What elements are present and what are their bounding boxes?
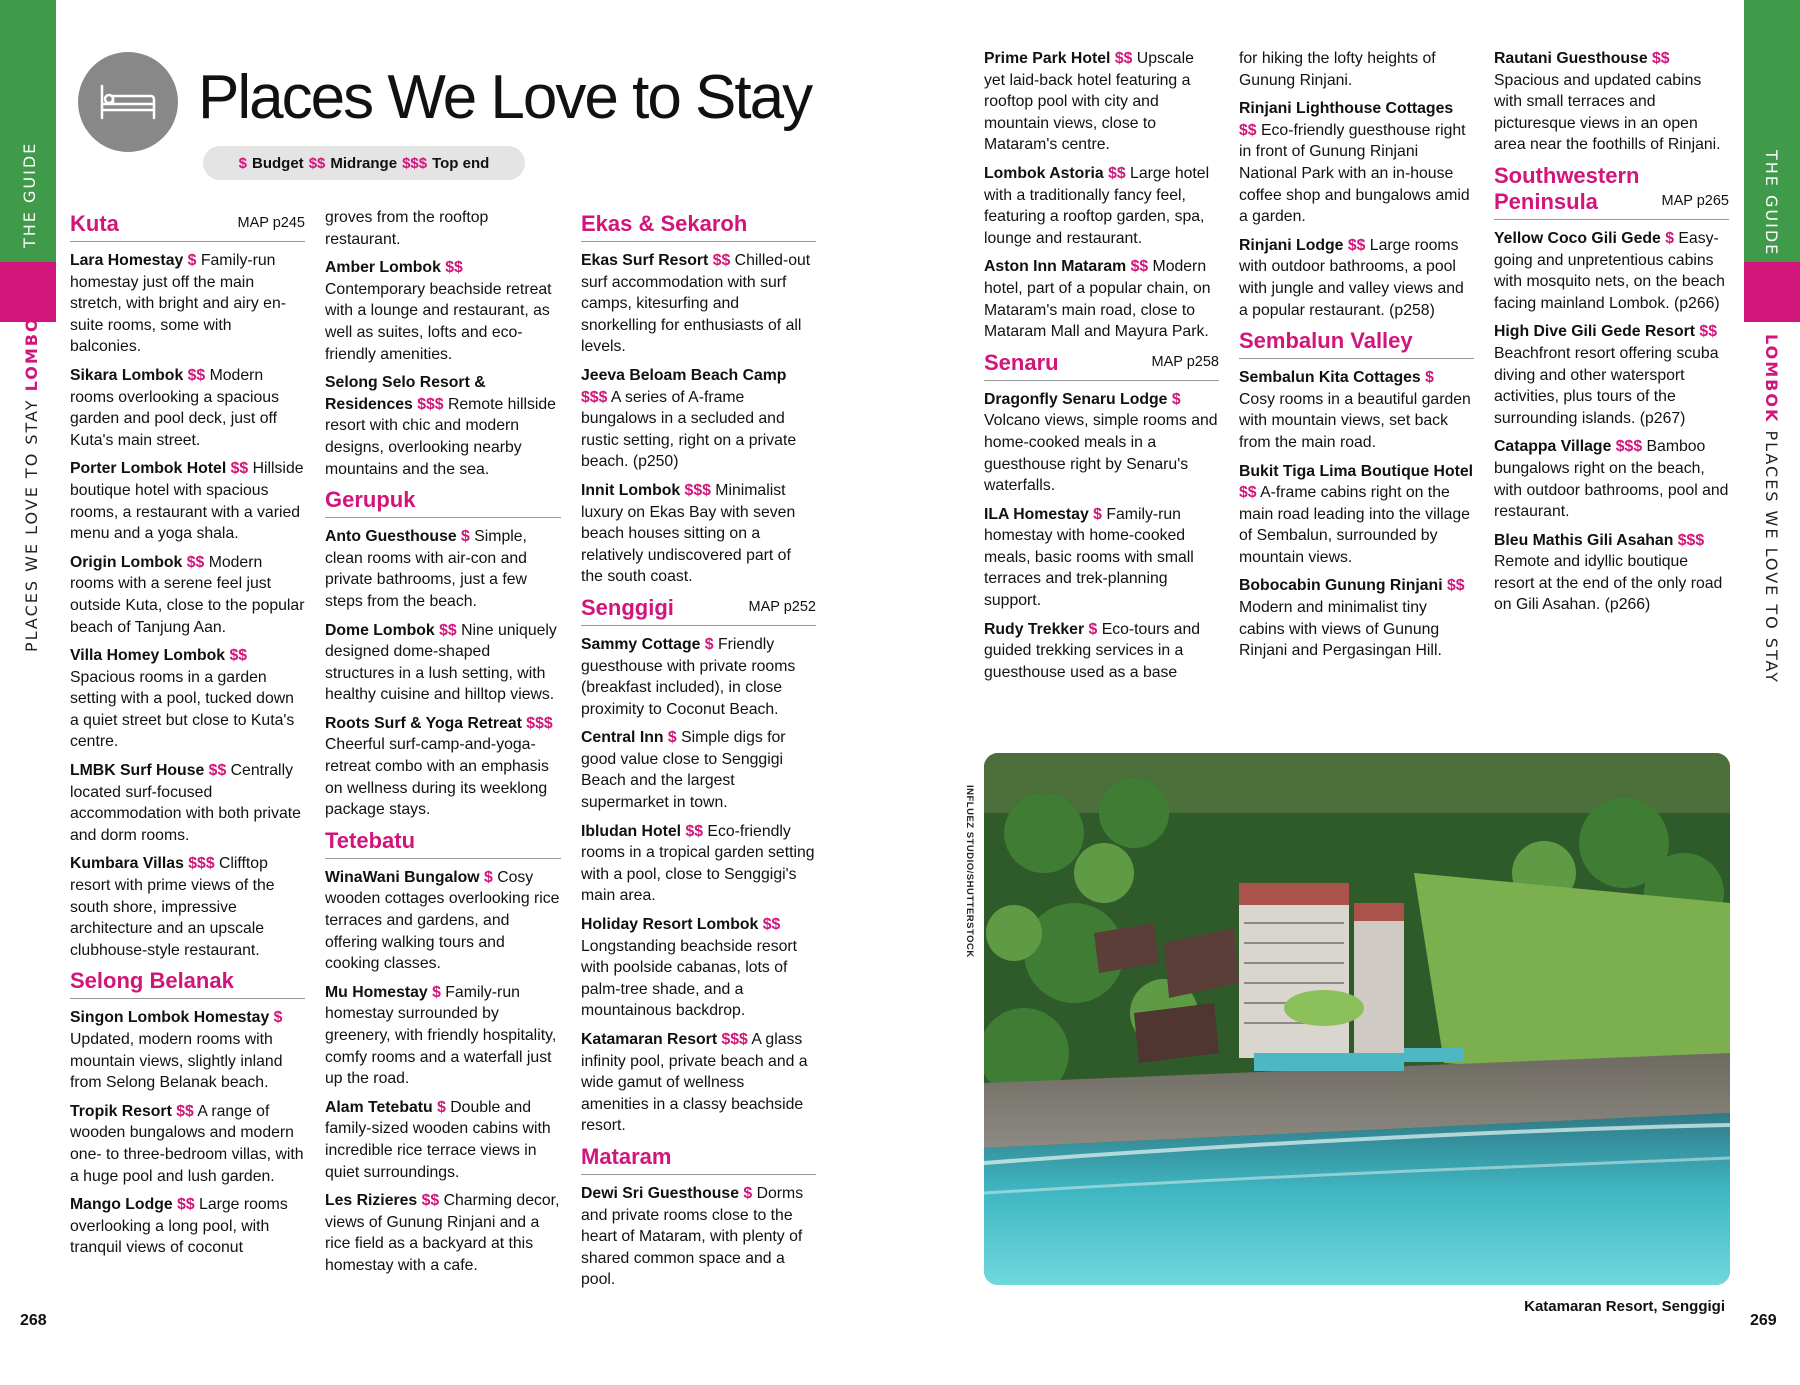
column-5	[1239, 48, 1474, 669]
listing-name: Katamaran Resort	[581, 1031, 718, 1048]
price-indicator: $	[704, 635, 714, 653]
right-tab-label: THE GUIDE	[1762, 150, 1781, 257]
price-indicator: $$	[445, 259, 463, 277]
listing-description: Simple digs for good value close to Senggigi Beach and the largest supermarket in town.	[581, 729, 786, 812]
entry-continuation: for hiking the lofty heights of Gunung Rinjani.	[1239, 50, 1436, 89]
listing-description: Eco-tours and guided trekking services in a guesthouse used as a base	[984, 620, 1201, 681]
price-indicator: $	[667, 729, 677, 747]
listing-name: Kumbara Villas	[70, 855, 184, 873]
listing-description: Dorms and private rooms close to the heart of Mataram, with plenty of shared common space and a pool.	[581, 1184, 804, 1289]
listing-entry	[325, 526, 561, 612]
listing-name: Sembalun Kita Cottages	[1239, 369, 1421, 387]
price-indicator: $	[432, 983, 441, 1001]
photo-caption: Katamaran Resort, Senggigi	[1524, 1298, 1725, 1315]
listing-entry	[70, 1194, 305, 1259]
listing-name: WinaWani Bungalow	[325, 868, 480, 886]
section-heading	[325, 828, 561, 859]
listing-entry	[984, 48, 1219, 156]
price-indicator: $$	[187, 366, 206, 384]
listing-name: Dewi Sri Guesthouse	[581, 1184, 740, 1202]
listing-name: Porter Lombok Hotel	[70, 460, 227, 478]
page-title: Places We Love to Stay	[198, 63, 812, 132]
listing-name: Sikara Lombok	[70, 366, 184, 384]
listing-name: Selong Selo Resort & Residences	[325, 374, 486, 413]
listing-entry	[1239, 235, 1474, 321]
listing-entry	[1494, 530, 1729, 616]
listing-entry	[325, 1097, 561, 1183]
listing-name: Mu Homestay	[325, 983, 428, 1001]
listing-name: Rautani Guesthouse	[1494, 50, 1648, 67]
section-title: Tetebatu	[325, 827, 416, 853]
listing-entry	[581, 634, 816, 720]
section-title: Mataram	[581, 1143, 672, 1169]
listing-entry	[984, 163, 1219, 249]
listing-description: Chilled-out surf accommodation with surf camps, kitesurfing and snorkelling for enthusiasts of all levels.	[581, 252, 811, 356]
section-title: Senggigi	[581, 594, 674, 620]
price-indicator: $$	[1446, 577, 1465, 595]
section-heading	[984, 350, 1219, 381]
price-indicator: $$	[1114, 50, 1133, 67]
listing-description: A range of wooden bungalows and modern one- to three-bedroom villas, with a huge pool and lush garden.	[70, 1102, 304, 1185]
section-heading	[1494, 163, 1729, 220]
listing-description: A glass infinity pool, private beach and a wide gamut of wellness amenities in a classy beachside resort.	[581, 1031, 808, 1135]
listing-entry	[984, 504, 1219, 612]
price-indicator: $	[461, 528, 470, 546]
price-indicator: $$$	[1615, 438, 1643, 456]
listing-description: A series of A-frame bungalows in a secluded and rustic setting, right on a private beach. (p250)	[581, 388, 797, 471]
listing-entry	[325, 982, 561, 1090]
listing-entry	[70, 645, 305, 753]
listing-name: Central Inn	[581, 729, 664, 747]
listing-name: Lara Homestay	[70, 252, 184, 269]
listing-description: Simple, clean rooms with air-con and private bathrooms, just a few steps from the beach.	[325, 528, 527, 610]
left-running-bold: LOMBOK	[22, 302, 41, 392]
listing-description: Charming decor, views of Gunung Rinjani and a rice field as a backyard at this homestay with a cafe.	[325, 1192, 560, 1274]
legend-midrange-symbol: $$	[308, 154, 326, 172]
listing-entry	[581, 1029, 816, 1137]
price-indicator: $$	[712, 252, 731, 269]
price-indicator: $	[484, 868, 493, 886]
price-indicator: $$$	[721, 1031, 748, 1048]
column-1	[70, 207, 305, 1266]
map-reference: MAP p245	[237, 215, 305, 232]
listing-name: Catappa Village	[1494, 438, 1612, 456]
listing-name: Jeeva Beloam Beach Camp	[581, 366, 787, 384]
price-indicator: $$	[421, 1192, 440, 1210]
listing-description: Eco-friendly rooms in a tropical garden setting with a pool, close to Senggigi's main area.	[581, 822, 815, 905]
section-title: Ekas & Sekaroh	[581, 211, 748, 236]
price-indicator: $$	[439, 621, 457, 639]
price-indicator: $	[187, 252, 197, 269]
listing-entry	[984, 619, 1219, 684]
listing-entry	[984, 256, 1219, 342]
listing-description: Spacious and updated cabins with small terraces and picturesque views in an open area near the foothills of Rinjani.	[1494, 71, 1721, 154]
price-indicator: $$	[176, 1102, 194, 1120]
listing-name: Bleu Mathis Gili Asahan	[1494, 531, 1674, 549]
right-running-bold: LOMBOK	[1762, 334, 1781, 424]
listing-description: Upscale yet laid-back hotel featuring a rooftop pool with city and mountain views, close to Mataram's centre.	[984, 50, 1194, 154]
listing-entry	[581, 480, 816, 588]
listing-description: Bamboo bungalows right on the beach, with outdoor bathrooms, pool and restaurant.	[1494, 438, 1729, 521]
listing-entry	[1239, 575, 1474, 661]
section-title: Selong Belanak	[70, 968, 234, 994]
listing-entry	[325, 620, 561, 706]
listing-description: Family-run homestay with home-cooked meals, basic rooms with small terraces and trek-planning support.	[984, 505, 1194, 610]
listing-description: Remote and idyllic boutique resort at the end of the only road on Gili Asahan. (p266)	[1494, 553, 1723, 614]
listing-name: ILA Homestay	[984, 505, 1089, 523]
listing-name: Roots Surf & Yoga Retreat	[325, 714, 522, 732]
section-title: Sembalun Valley	[1239, 328, 1413, 354]
bed-icon	[78, 52, 178, 152]
listing-name: High Dive Gili Gede Resort	[1494, 323, 1696, 341]
price-indicator: $	[437, 1098, 446, 1116]
listing-entry	[1239, 98, 1474, 228]
price-indicator: $	[1665, 229, 1674, 247]
left-tab-label: THE GUIDE	[20, 141, 39, 248]
listing-entry	[581, 365, 816, 473]
listing-description: Large hotel with a traditionally fancy feel, featuring a rooftop garden, spa, lounge and restaurant.	[984, 164, 1210, 247]
price-indicator: $$	[685, 822, 704, 840]
listing-description: Double and family-sized wooden cabins with incredible rice terrace views in quiet surroundings.	[325, 1098, 551, 1181]
listing-description: Modern and minimalist tiny cabins with views of Gunung Rinjani and Pergasingan Hill.	[1239, 599, 1442, 660]
listing-entry	[581, 1183, 816, 1291]
listing-description: Modern hotel, part of a popular chain, on Mataram's main road, close to Mataram Mall and Mayura Park.	[984, 258, 1211, 341]
price-legend	[203, 146, 525, 180]
price-indicator: $$	[1699, 323, 1717, 341]
price-indicator: $$$	[417, 395, 444, 413]
listing-description: Eco-friendly guesthouse right in front of Gunung Rinjani National Park with an in-house coffee shop and bungalows amid a garden.	[1239, 121, 1470, 226]
listing-name: Bukit Tiga Lima Boutique Hotel	[1239, 462, 1474, 480]
column-2	[325, 207, 561, 1284]
listing-name: Prime Park Hotel	[984, 50, 1111, 67]
section-title: Gerupuk	[325, 487, 416, 513]
column-4	[984, 48, 1219, 690]
section-title: Kuta	[70, 211, 119, 236]
section-heading	[70, 968, 305, 999]
listing-name: Mango Lodge	[70, 1196, 173, 1214]
listing-description: Spacious rooms in a garden setting with a pool, tucked down a quiet street but close to Kuta's centre.	[70, 668, 295, 751]
section-heading	[581, 211, 816, 242]
column-3	[581, 207, 816, 1298]
listing-name: Dome Lombok	[325, 621, 435, 639]
listing-description: Updated, modern rooms with mountain views, slightly inland from Selong Belanak beach.	[70, 1031, 283, 1092]
listing-entry	[1239, 461, 1474, 569]
listing-name: Ekas Surf Resort	[581, 252, 709, 269]
section-heading	[1239, 328, 1474, 359]
listing-name: Villa Homey Lombok	[70, 647, 226, 665]
listing-description: A-frame cabins right on the main road leading into the village of Sembalun, surrounded by mountain views.	[1239, 484, 1470, 566]
listing-description: Modern rooms overlooking a spacious garden and pool deck, just off Kuta's main street.	[70, 366, 279, 449]
price-indicator: $$	[1130, 258, 1149, 276]
left-running-plain: PLACES WE LOVE TO STAY	[22, 398, 41, 652]
listing-name: LMBK Surf House	[70, 762, 205, 780]
listing-entry	[70, 250, 305, 358]
price-indicator: $	[1425, 369, 1434, 387]
section-heading	[325, 487, 561, 518]
listing-entry	[1494, 321, 1729, 429]
price-indicator: $$	[1652, 50, 1670, 67]
listing-entry	[325, 713, 561, 821]
listing-description: Cosy rooms in a beautiful garden with mountain views, set back from the main road.	[1239, 390, 1471, 451]
price-indicator: $$	[1347, 236, 1366, 254]
legend-topend-symbol: $$$	[402, 154, 428, 172]
price-indicator: $$	[208, 762, 227, 780]
listing-entry	[1239, 367, 1474, 453]
price-indicator: $$$	[188, 855, 215, 873]
page-number-right: 269	[1750, 1312, 1777, 1329]
entry-continuation: groves from the rooftop restaurant.	[325, 209, 489, 248]
listing-description: Longstanding beachside resort with poolside cabanas, lots of palm-tree shade, and a mountainous backdrop.	[581, 937, 798, 1020]
listing-name: Sammy Cottage	[581, 635, 701, 653]
listing-name: Aston Inn Mataram	[984, 258, 1127, 276]
price-indicator: $$$	[581, 388, 608, 406]
listing-name: Ibludan Hotel	[581, 822, 682, 840]
legend-topend-label: Top end	[432, 154, 490, 172]
listing-entry	[325, 257, 561, 365]
section-heading	[581, 1144, 816, 1175]
listing-description: Hillside boutique hotel with spacious rooms, a restaurant with a varied menu and a yoga shala.	[70, 460, 304, 543]
listing-description: Large rooms with outdoor bathrooms, a pool with jungle and valley views and a popular restaurant. (p258)	[1239, 236, 1464, 319]
section-title: Senaru	[984, 349, 1059, 375]
column-6	[1494, 48, 1729, 623]
listing-description: Cheerful surf-camp-and-yoga-retreat combo with an emphasis on wellness during its weeklong package stays.	[325, 736, 549, 819]
listing-entry	[1494, 48, 1729, 156]
listing-description: Clifftop resort with prime views of the south shore, impressive architecture and an upscale clubhouse-style restaurant.	[70, 855, 275, 959]
listing-entry	[70, 1007, 305, 1093]
listing-description: Cosy wooden cottages overlooking rice terraces and gardens, and offering walking tours and cooking classes.	[325, 868, 560, 973]
listing-name: Origin Lombok	[70, 553, 183, 571]
listing-name: Rudy Trekker	[984, 620, 1085, 638]
listing-description: Family-run homestay surrounded by greenery, with friendly hospitality, comfy rooms and a waterfall just up the road.	[325, 983, 557, 1088]
listing-name: Lombok Astoria	[984, 164, 1104, 182]
price-indicator: $$	[1108, 164, 1126, 182]
listing-entry	[581, 821, 816, 907]
map-reference: MAP p252	[748, 599, 816, 616]
listing-description: Centrally located surf-focused accommodation with both private and dorm rooms.	[70, 762, 301, 844]
map-reference: MAP p265	[1661, 193, 1729, 210]
price-indicator: $$$	[684, 481, 711, 499]
listing-description: Easy-going and unpretentious cabins with mosquito nets, on the beach facing mainland Lombok. (p266)	[1494, 229, 1725, 312]
listing-description: Volcano views, simple rooms and home-cooked meals in a guesthouse right by Senaru's waterfalls.	[984, 412, 1218, 495]
price-indicator: $$	[1239, 121, 1257, 139]
listing-entry	[70, 760, 305, 846]
listing-entry	[581, 727, 816, 813]
price-indicator: $$	[229, 647, 248, 665]
listing-name: Rinjani Lighthouse Cottages	[1239, 100, 1454, 118]
price-indicator: $	[273, 1009, 283, 1027]
listing-entry	[581, 250, 816, 358]
listing-description: Contemporary beachside retreat with a lounge and restaurant, as well as suites, lofts and eco-friendly amenities.	[325, 280, 552, 363]
listing-entry	[1494, 436, 1729, 522]
legend-budget-label: Budget	[252, 154, 304, 172]
listing-entry	[325, 372, 561, 480]
section-heading	[581, 595, 816, 626]
listing-description: Friendly guesthouse with private rooms (breakfast included), in close proximity to Coconut Beach.	[581, 635, 796, 718]
listing-name: Anto Guesthouse	[325, 528, 457, 546]
listing-name: Rinjani Lodge	[1239, 236, 1344, 254]
map-reference: MAP p258	[1151, 354, 1219, 371]
listing-entry	[325, 1190, 561, 1276]
listing-entry	[70, 365, 305, 451]
price-indicator: $$	[186, 553, 205, 571]
price-indicator: $	[1171, 390, 1181, 408]
price-indicator: $	[743, 1184, 753, 1202]
listing-description: Nine uniquely designed dome-shaped structures in a lush setting, with healthy cuisine and hilltop views.	[325, 621, 557, 704]
listing-name: Singon Lombok Homestay	[70, 1009, 270, 1027]
page-number-left: 268	[20, 1312, 47, 1329]
listing-name: Bobocabin Gunung Rinjani	[1239, 577, 1443, 595]
section-heading	[70, 211, 305, 242]
listing-entry	[1494, 228, 1729, 314]
listing-name: Les Rizieres	[325, 1192, 418, 1210]
section-title: Southwestern Peninsula	[1494, 162, 1640, 214]
listing-description: Modern rooms with a serene feel just outside Kuta, close to the popular beach of Tanjung Aan.	[70, 553, 305, 636]
price-indicator: $$$	[1677, 531, 1705, 549]
price-indicator: $$	[1239, 484, 1257, 502]
price-indicator: $	[1088, 620, 1098, 638]
price-indicator: $	[1093, 505, 1102, 523]
listing-description: Remote hillside resort with chic and modern designs, overlooking nearby mountains and the sea.	[325, 395, 556, 478]
resort-aerial-photo	[984, 753, 1730, 1285]
price-indicator: $$	[762, 916, 781, 934]
right-tab-accent	[1744, 262, 1800, 322]
listing-entry	[581, 914, 816, 1022]
listing-description: Beachfront resort offering scuba diving and other watersport activities, plus tours of the surrounding islands. (p267)	[1494, 344, 1719, 427]
photo-credit: INFLUEZ STUDIO/SHUTTERSTOCK	[964, 785, 975, 958]
listing-name: Alam Tetebatu	[325, 1098, 433, 1116]
listing-entry	[325, 867, 561, 975]
listing-entry	[70, 458, 305, 544]
listing-name: Dragonfly Senaru Lodge	[984, 390, 1168, 408]
listing-description: Large rooms overlooking a long pool, with tranquil views of coconut	[70, 1196, 288, 1257]
listing-entry	[70, 552, 305, 638]
listing-entry	[70, 1101, 305, 1187]
price-indicator: $$	[177, 1196, 195, 1214]
price-indicator: $$	[230, 460, 249, 478]
listing-name: Innit Lombok	[581, 481, 681, 499]
listing-description: Minimalist luxury on Ekas Bay with seven beach houses sitting on a relatively undiscovered part of the south coast.	[581, 481, 796, 586]
listing-name: Amber Lombok	[325, 259, 441, 277]
price-indicator: $$$	[526, 714, 553, 732]
listing-name: Holiday Resort Lombok	[581, 916, 759, 934]
listing-description: Family-run homestay just off the main stretch, with bright and airy en-suite rooms, some with balconies.	[70, 252, 286, 356]
listing-entry	[984, 389, 1219, 497]
right-running-head	[1762, 334, 1781, 684]
listing-name: Tropik Resort	[70, 1102, 172, 1120]
listing-entry	[70, 853, 305, 961]
right-running-plain: PLACES WE LOVE TO STAY	[1762, 430, 1781, 684]
legend-midrange-label: Midrange	[330, 154, 398, 172]
listing-name: Yellow Coco Gili Gede	[1494, 229, 1661, 247]
left-running-head	[22, 302, 41, 652]
legend-budget-symbol: $	[238, 154, 248, 172]
